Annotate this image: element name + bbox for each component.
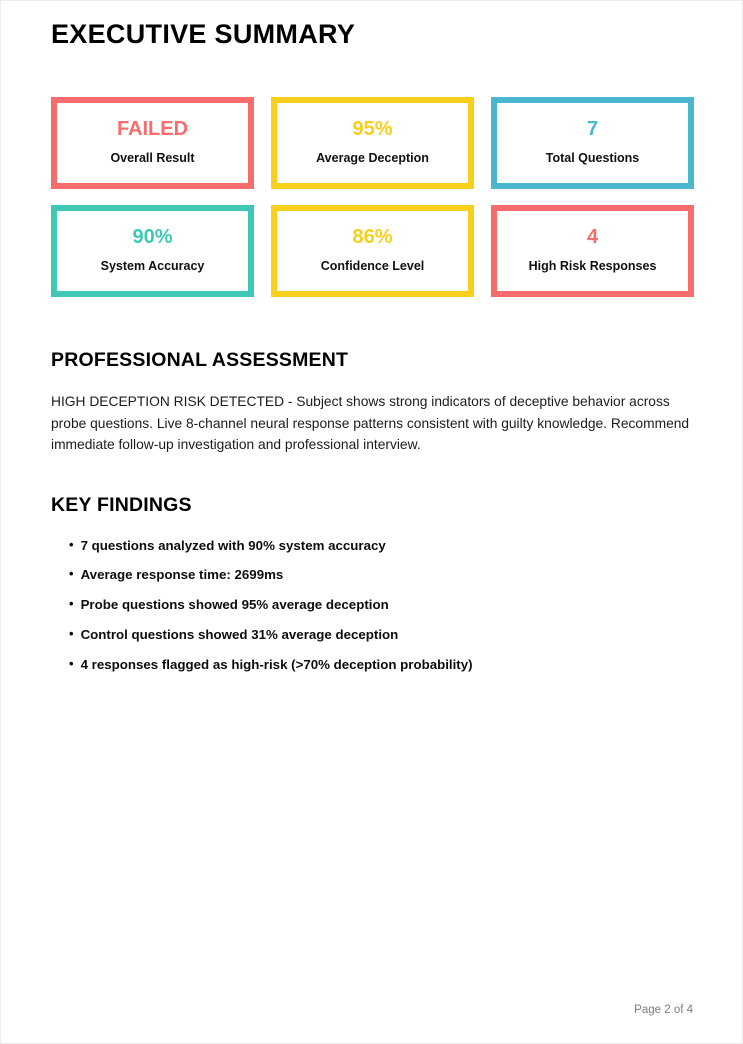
stat-label: Overall Result	[110, 151, 195, 166]
bullet-glyph: •	[69, 566, 74, 582]
stat-card	[51, 205, 254, 297]
stat-value: 4	[586, 226, 599, 249]
bullet-glyph: •	[69, 536, 74, 552]
stat-label: Confidence Level	[320, 259, 425, 274]
stat-value: 90%	[132, 226, 173, 249]
stat-value: FAILED	[116, 118, 189, 141]
stat-label: Total Questions	[545, 151, 640, 166]
report-page	[1, 19, 742, 1016]
assessment-heading: PROFESSIONAL ASSESSMENT	[51, 349, 349, 371]
stat-label: High Risk Responses	[528, 259, 657, 274]
key-findings-list	[51, 536, 694, 672]
finding-item	[69, 568, 694, 581]
findings-heading: KEY FINDINGS	[51, 493, 192, 516]
finding-item	[69, 536, 694, 553]
finding-item	[69, 628, 694, 641]
finding-text: 7 questions analyzed with 90% system accuracy	[80, 537, 386, 553]
page-title: EXECUTIVE SUMMARY	[51, 19, 356, 49]
stat-card	[51, 97, 254, 189]
bullet-glyph: •	[69, 596, 74, 612]
finding-text: 4 responses flagged as high-risk (>70% deception probability)	[80, 656, 473, 672]
stat-value: 7	[586, 118, 599, 141]
stat-label: System Accuracy	[100, 259, 205, 274]
stat-value: 95%	[352, 118, 393, 141]
bullet-glyph: •	[69, 655, 74, 671]
stat-value: 86%	[352, 226, 393, 249]
finding-text: Average response time: 2699ms	[80, 567, 284, 583]
summary-stats-grid	[51, 97, 694, 297]
finding-item	[69, 598, 694, 611]
finding-text: Probe questions showed 95% average deception	[80, 597, 389, 613]
stat-card	[271, 205, 474, 297]
stat-card	[271, 97, 474, 189]
stat-label: Average Deception	[316, 151, 429, 166]
page-number: Page 2 of 4	[634, 1004, 693, 1016]
stat-card	[491, 205, 694, 297]
finding-text: Control questions showed 31% average deception	[80, 626, 399, 642]
finding-item	[69, 655, 694, 672]
bullet-glyph: •	[69, 626, 74, 642]
assessment-body-text: HIGH DECEPTION RISK DETECTED - Subject shows strong indicators of deceptive behavior across probe questions. Live 8-channel neural response patterns consistent with guilty knowledge. Recommend immediate follow-up investigation and professional interview.	[51, 394, 690, 452]
stat-card	[491, 97, 694, 189]
